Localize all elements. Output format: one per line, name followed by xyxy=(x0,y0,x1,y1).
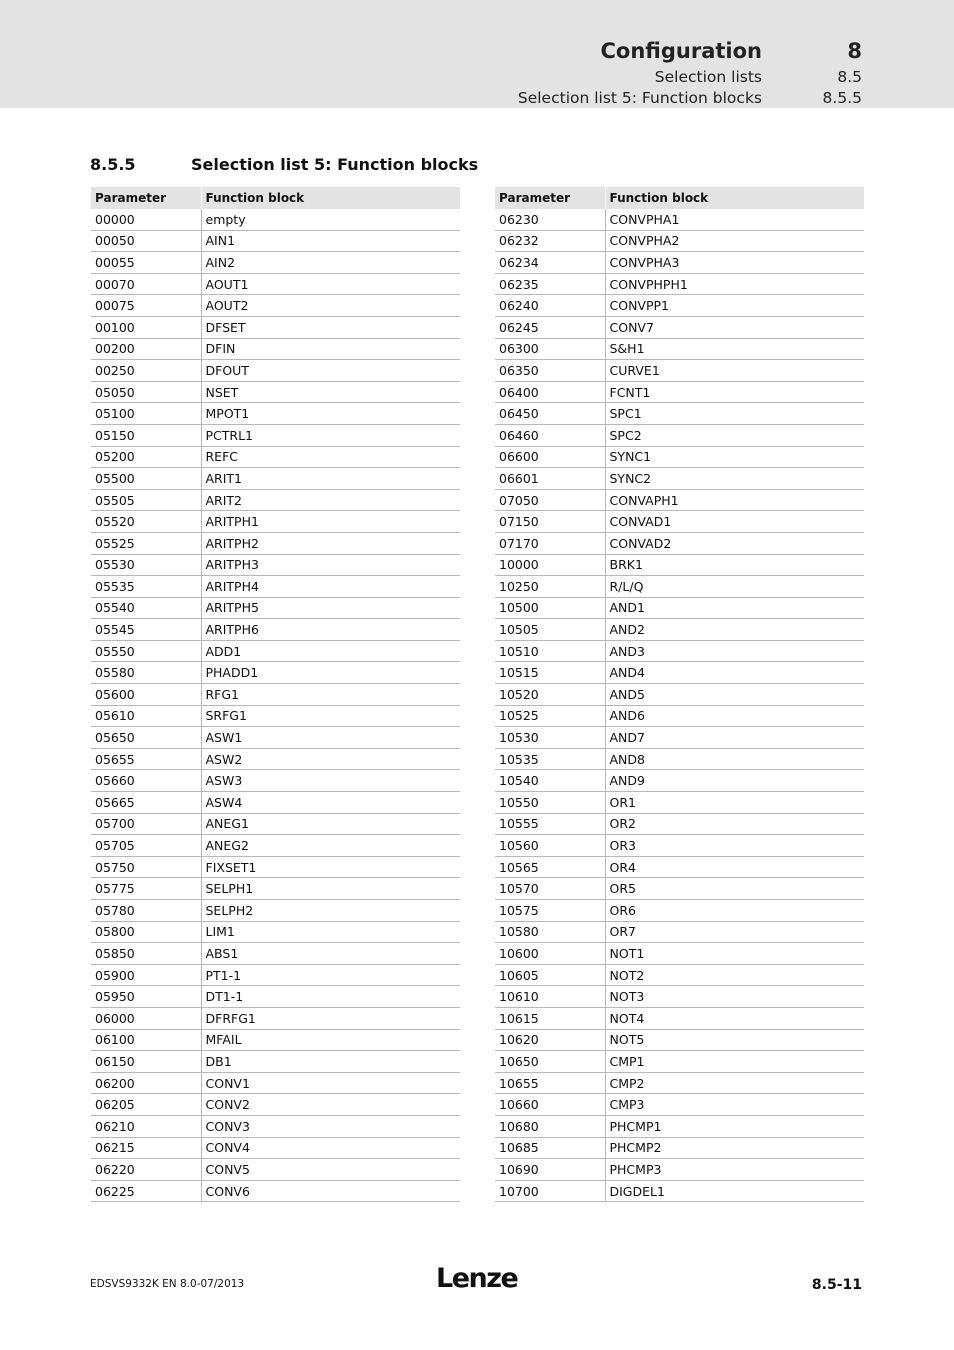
table-row xyxy=(495,576,864,598)
column-header-parameter: Parameter xyxy=(91,187,201,209)
table-row xyxy=(91,252,460,274)
parameter-code: 06300 xyxy=(495,338,605,360)
parameter-code: 07170 xyxy=(495,532,605,554)
parameter-code: 10515 xyxy=(495,662,605,684)
parameter-code: 10605 xyxy=(495,964,605,986)
parameter-code: 05520 xyxy=(91,511,201,533)
table-row xyxy=(91,878,460,900)
parameter-code: 10535 xyxy=(495,748,605,770)
parameter-code: 05525 xyxy=(91,532,201,554)
table-row xyxy=(495,856,864,878)
function-block-name: CONV4 xyxy=(201,1137,460,1159)
table-row xyxy=(91,424,460,446)
function-block-name: SELPH2 xyxy=(201,900,460,922)
parameter-code: 05665 xyxy=(91,792,201,814)
table-row xyxy=(495,1029,864,1051)
table-row xyxy=(495,986,864,1008)
table-row xyxy=(91,1180,460,1202)
function-block-name: ANEG2 xyxy=(201,835,460,857)
function-block-name: PT1-1 xyxy=(201,964,460,986)
table-row xyxy=(495,1159,864,1181)
parameter-code: 05550 xyxy=(91,640,201,662)
table-row xyxy=(91,856,460,878)
table-row xyxy=(495,295,864,317)
parameter-code: 05540 xyxy=(91,597,201,619)
function-block-name: DB1 xyxy=(201,1051,460,1073)
table-row xyxy=(495,403,864,425)
function-block-name: ASW2 xyxy=(201,748,460,770)
parameter-code: 10570 xyxy=(495,878,605,900)
table-row xyxy=(495,835,864,857)
function-block-name: CONVAD2 xyxy=(605,532,864,554)
column-header-parameter: Parameter xyxy=(495,187,605,209)
function-block-name: AND2 xyxy=(605,619,864,641)
function-block-name: NOT1 xyxy=(605,943,864,965)
function-block-name: OR1 xyxy=(605,792,864,814)
table-row xyxy=(495,748,864,770)
table-row xyxy=(495,468,864,490)
page-number: 8.5-11 xyxy=(811,1277,862,1293)
parameter-table-left xyxy=(91,187,460,1202)
table-row xyxy=(91,468,460,490)
parameter-code: 00000 xyxy=(91,209,201,230)
table-row xyxy=(91,360,460,382)
table-header-row xyxy=(495,187,864,209)
parameter-code: 10520 xyxy=(495,684,605,706)
table-row xyxy=(495,554,864,576)
table-row xyxy=(91,792,460,814)
parameter-code: 05700 xyxy=(91,813,201,835)
parameter-code: 05500 xyxy=(91,468,201,490)
table-row xyxy=(91,900,460,922)
function-block-name: DFOUT xyxy=(201,360,460,382)
parameter-code: 06601 xyxy=(495,468,605,490)
parameter-code: 06000 xyxy=(91,1007,201,1029)
function-block-name: AND6 xyxy=(605,705,864,727)
function-block-name: CMP1 xyxy=(605,1051,864,1073)
table-row xyxy=(495,489,864,511)
table-row xyxy=(495,878,864,900)
parameter-code: 05535 xyxy=(91,576,201,598)
table-row xyxy=(495,209,864,230)
table-row xyxy=(495,1072,864,1094)
table-row xyxy=(91,1051,460,1073)
table-row xyxy=(495,640,864,662)
table-row xyxy=(91,532,460,554)
table-row xyxy=(495,446,864,468)
parameter-code: 05850 xyxy=(91,943,201,965)
table-row xyxy=(495,705,864,727)
function-block-name: ARITPH1 xyxy=(201,511,460,533)
function-block-name: ARIT1 xyxy=(201,468,460,490)
parameter-code: 06235 xyxy=(495,273,605,295)
table-row xyxy=(91,316,460,338)
function-block-name: NOT5 xyxy=(605,1029,864,1051)
function-block-name: SPC2 xyxy=(605,424,864,446)
parameter-code: 06460 xyxy=(495,424,605,446)
table-row xyxy=(91,619,460,641)
function-block-name: SRFG1 xyxy=(201,705,460,727)
function-block-name: NSET xyxy=(201,381,460,403)
parameter-code: 10580 xyxy=(495,921,605,943)
parameter-code: 05200 xyxy=(91,446,201,468)
parameter-code: 10655 xyxy=(495,1072,605,1094)
parameter-code: 05580 xyxy=(91,662,201,684)
parameter-code: 05705 xyxy=(91,835,201,857)
function-block-name: ASW1 xyxy=(201,727,460,749)
table-row xyxy=(91,230,460,252)
function-block-name: ARITPH3 xyxy=(201,554,460,576)
parameter-code: 10690 xyxy=(495,1159,605,1181)
function-block-name: NOT3 xyxy=(605,986,864,1008)
function-block-name: AND8 xyxy=(605,748,864,770)
function-block-name: PHCMP1 xyxy=(605,1115,864,1137)
function-block-name: empty xyxy=(201,209,460,230)
parameter-code: 10600 xyxy=(495,943,605,965)
parameter-code: 07050 xyxy=(495,489,605,511)
parameter-code: 00050 xyxy=(91,230,201,252)
table-row xyxy=(91,403,460,425)
function-block-name: CONV5 xyxy=(201,1159,460,1181)
function-block-name: SPC1 xyxy=(605,403,864,425)
section-title-header: Selection lists xyxy=(654,68,762,86)
function-block-name: RFG1 xyxy=(201,684,460,706)
table-row xyxy=(91,986,460,1008)
parameter-code: 10575 xyxy=(495,900,605,922)
table-row xyxy=(495,360,864,382)
parameter-code: 05600 xyxy=(91,684,201,706)
table-row xyxy=(91,209,460,230)
parameter-code: 10565 xyxy=(495,856,605,878)
parameter-code: 05900 xyxy=(91,964,201,986)
document-id: EDSVS9332K EN 8.0-07/2013 xyxy=(90,1278,245,1290)
table-row xyxy=(91,1007,460,1029)
parameter-code: 05950 xyxy=(91,986,201,1008)
parameter-code: 10560 xyxy=(495,835,605,857)
table-row xyxy=(495,662,864,684)
function-block-name: PHADD1 xyxy=(201,662,460,684)
parameter-code: 00100 xyxy=(91,316,201,338)
function-block-name: NOT2 xyxy=(605,964,864,986)
section-number: 8.5.5 xyxy=(90,155,136,174)
table-row xyxy=(91,705,460,727)
function-block-name: CONVPHA1 xyxy=(605,209,864,230)
table-row xyxy=(495,1007,864,1029)
function-block-name: AND9 xyxy=(605,770,864,792)
page-header xyxy=(0,0,954,108)
parameter-code: 10250 xyxy=(495,576,605,598)
parameter-code: 06232 xyxy=(495,230,605,252)
parameter-code: 10660 xyxy=(495,1094,605,1116)
function-block-name: CONV7 xyxy=(605,316,864,338)
function-block-name: SYNC2 xyxy=(605,468,864,490)
function-block-name: CONV6 xyxy=(201,1180,460,1202)
parameter-code: 00055 xyxy=(91,252,201,274)
function-block-name: CMP3 xyxy=(605,1094,864,1116)
table-row xyxy=(91,1159,460,1181)
column-header-function-block: Function block xyxy=(605,187,864,209)
function-block-name: FCNT1 xyxy=(605,381,864,403)
function-block-name: AND5 xyxy=(605,684,864,706)
function-block-name: ADD1 xyxy=(201,640,460,662)
function-block-name: OR3 xyxy=(605,835,864,857)
parameter-code: 10550 xyxy=(495,792,605,814)
parameter-code: 06205 xyxy=(91,1094,201,1116)
parameter-code: 10510 xyxy=(495,640,605,662)
parameter-code: 05775 xyxy=(91,878,201,900)
function-block-name: CMP2 xyxy=(605,1072,864,1094)
table-row xyxy=(495,424,864,446)
table-row xyxy=(91,748,460,770)
parameter-code: 05545 xyxy=(91,619,201,641)
table-row xyxy=(495,316,864,338)
parameter-code: 00070 xyxy=(91,273,201,295)
subsection-title-header: Selection list 5: Function blocks xyxy=(517,89,762,107)
table-row xyxy=(91,835,460,857)
function-block-name: CONVAD1 xyxy=(605,511,864,533)
function-block-name: PHCMP2 xyxy=(605,1137,864,1159)
table-row xyxy=(91,1115,460,1137)
table-row xyxy=(495,813,864,835)
table-row xyxy=(91,381,460,403)
table-row xyxy=(495,619,864,641)
function-block-name: SELPH1 xyxy=(201,878,460,900)
parameter-code: 05530 xyxy=(91,554,201,576)
parameter-code: 06200 xyxy=(91,1072,201,1094)
parameter-code: 06210 xyxy=(91,1115,201,1137)
table-row xyxy=(495,684,864,706)
parameter-code: 10530 xyxy=(495,727,605,749)
column-header-function-block: Function block xyxy=(201,187,460,209)
table-row xyxy=(91,1094,460,1116)
table-row xyxy=(495,900,864,922)
table-row xyxy=(91,727,460,749)
table-row xyxy=(495,921,864,943)
function-block-name: ARITPH4 xyxy=(201,576,460,598)
parameter-code: 10650 xyxy=(495,1051,605,1073)
parameter-code: 10525 xyxy=(495,705,605,727)
parameter-code: 05750 xyxy=(91,856,201,878)
parameter-code: 00250 xyxy=(91,360,201,382)
function-block-name: DFRFG1 xyxy=(201,1007,460,1029)
table-row xyxy=(495,230,864,252)
function-block-name: CONV3 xyxy=(201,1115,460,1137)
parameter-code: 10620 xyxy=(495,1029,605,1051)
table-row xyxy=(495,727,864,749)
table-row xyxy=(91,446,460,468)
function-block-name: REFC xyxy=(201,446,460,468)
table-row xyxy=(495,381,864,403)
parameter-code: 05610 xyxy=(91,705,201,727)
subsection-number-header: 8.5.5 xyxy=(822,89,862,107)
parameter-code: 06215 xyxy=(91,1137,201,1159)
table-row xyxy=(495,1180,864,1202)
table-row xyxy=(495,1094,864,1116)
function-block-name: DT1-1 xyxy=(201,986,460,1008)
parameter-code: 06450 xyxy=(495,403,605,425)
function-block-name: R/L/Q xyxy=(605,576,864,598)
function-block-name: OR7 xyxy=(605,921,864,943)
table-row xyxy=(495,338,864,360)
parameter-code: 06150 xyxy=(91,1051,201,1073)
table-row xyxy=(91,489,460,511)
parameter-code: 06230 xyxy=(495,209,605,230)
table-row xyxy=(495,792,864,814)
function-block-name: LIM1 xyxy=(201,921,460,943)
function-block-name: CONVPHA3 xyxy=(605,252,864,274)
table-row xyxy=(91,597,460,619)
function-block-name: PCTRL1 xyxy=(201,424,460,446)
parameter-code: 10680 xyxy=(495,1115,605,1137)
parameter-code: 05800 xyxy=(91,921,201,943)
function-block-name: ARITPH2 xyxy=(201,532,460,554)
parameter-code: 10540 xyxy=(495,770,605,792)
function-block-name: AND7 xyxy=(605,727,864,749)
function-block-name: AND1 xyxy=(605,597,864,619)
chapter-number: 8 xyxy=(847,39,862,63)
parameter-code: 07150 xyxy=(495,511,605,533)
function-block-name: DFIN xyxy=(201,338,460,360)
function-block-name: FIXSET1 xyxy=(201,856,460,878)
function-block-name: OR5 xyxy=(605,878,864,900)
function-block-name: NOT4 xyxy=(605,1007,864,1029)
table-row xyxy=(495,511,864,533)
table-row xyxy=(91,1029,460,1051)
parameter-code: 10555 xyxy=(495,813,605,835)
parameter-code: 06234 xyxy=(495,252,605,274)
table-row xyxy=(91,554,460,576)
function-block-name: OR2 xyxy=(605,813,864,835)
parameter-code: 10700 xyxy=(495,1180,605,1202)
function-block-name: CONVPP1 xyxy=(605,295,864,317)
function-block-name: SYNC1 xyxy=(605,446,864,468)
parameter-code: 06600 xyxy=(495,446,605,468)
function-block-name: ABS1 xyxy=(201,943,460,965)
table-row xyxy=(495,532,864,554)
table-row xyxy=(495,1137,864,1159)
table-row xyxy=(91,273,460,295)
table-row xyxy=(495,770,864,792)
table-header-row xyxy=(91,187,460,209)
table-row xyxy=(91,1137,460,1159)
parameter-code: 06100 xyxy=(91,1029,201,1051)
table-row xyxy=(91,662,460,684)
parameter-code: 05100 xyxy=(91,403,201,425)
parameter-code: 05655 xyxy=(91,748,201,770)
function-block-name: CURVE1 xyxy=(605,360,864,382)
function-block-name: ASW3 xyxy=(201,770,460,792)
function-block-name: ARIT2 xyxy=(201,489,460,511)
function-block-name: AIN2 xyxy=(201,252,460,274)
table-row xyxy=(91,684,460,706)
function-block-name: CONVPHA2 xyxy=(605,230,864,252)
parameter-code: 10610 xyxy=(495,986,605,1008)
table-row xyxy=(91,338,460,360)
table-row xyxy=(91,511,460,533)
parameter-code: 06350 xyxy=(495,360,605,382)
table-row xyxy=(91,1072,460,1094)
function-block-name: ANEG1 xyxy=(201,813,460,835)
parameter-code: 05660 xyxy=(91,770,201,792)
parameter-code: 10505 xyxy=(495,619,605,641)
parameter-code: 05650 xyxy=(91,727,201,749)
function-block-name: AND4 xyxy=(605,662,864,684)
table-row xyxy=(91,813,460,835)
function-block-name: AND3 xyxy=(605,640,864,662)
function-block-name: DIGDEL1 xyxy=(605,1180,864,1202)
table-row xyxy=(495,1115,864,1137)
table-row xyxy=(91,921,460,943)
function-block-name: CONVPHPH1 xyxy=(605,273,864,295)
function-block-name: CONV2 xyxy=(201,1094,460,1116)
table-row xyxy=(495,964,864,986)
function-block-name: OR4 xyxy=(605,856,864,878)
function-block-name: DFSET xyxy=(201,316,460,338)
function-block-name: ARITPH6 xyxy=(201,619,460,641)
function-block-name: CONV1 xyxy=(201,1072,460,1094)
parameter-code: 05505 xyxy=(91,489,201,511)
parameter-code: 05150 xyxy=(91,424,201,446)
function-block-name: CONVAPH1 xyxy=(605,489,864,511)
parameter-table-right xyxy=(495,187,864,1202)
function-block-name: AIN1 xyxy=(201,230,460,252)
function-block-name: S&H1 xyxy=(605,338,864,360)
parameter-code: 00075 xyxy=(91,295,201,317)
parameter-code: 00200 xyxy=(91,338,201,360)
section-heading: Selection list 5: Function blocks xyxy=(191,155,479,174)
parameter-code: 06240 xyxy=(495,295,605,317)
function-block-name: OR6 xyxy=(605,900,864,922)
lenze-logo: Lenze xyxy=(436,1263,518,1294)
function-block-name: AOUT2 xyxy=(201,295,460,317)
table-row xyxy=(495,252,864,274)
parameter-code: 10500 xyxy=(495,597,605,619)
parameter-code: 10685 xyxy=(495,1137,605,1159)
table-row xyxy=(91,295,460,317)
function-block-name: MFAIL xyxy=(201,1029,460,1051)
table-row xyxy=(495,597,864,619)
function-block-name: AOUT1 xyxy=(201,273,460,295)
table-row xyxy=(91,640,460,662)
table-row xyxy=(91,576,460,598)
function-block-name: PHCMP3 xyxy=(605,1159,864,1181)
table-row xyxy=(495,273,864,295)
table-row xyxy=(91,770,460,792)
function-block-name: ASW4 xyxy=(201,792,460,814)
parameter-code: 06220 xyxy=(91,1159,201,1181)
section-number-header: 8.5 xyxy=(837,68,862,86)
chapter-title: Configuration xyxy=(600,39,762,63)
parameter-code: 06225 xyxy=(91,1180,201,1202)
parameter-code: 10615 xyxy=(495,1007,605,1029)
function-block-name: ARITPH5 xyxy=(201,597,460,619)
parameter-code: 06245 xyxy=(495,316,605,338)
parameter-code: 10000 xyxy=(495,554,605,576)
function-block-name: MPOT1 xyxy=(201,403,460,425)
parameter-code: 05780 xyxy=(91,900,201,922)
parameter-code: 05050 xyxy=(91,381,201,403)
table-row xyxy=(91,964,460,986)
function-block-name: BRK1 xyxy=(605,554,864,576)
table-row xyxy=(91,943,460,965)
table-row xyxy=(495,943,864,965)
parameter-code: 06400 xyxy=(495,381,605,403)
table-row xyxy=(495,1051,864,1073)
